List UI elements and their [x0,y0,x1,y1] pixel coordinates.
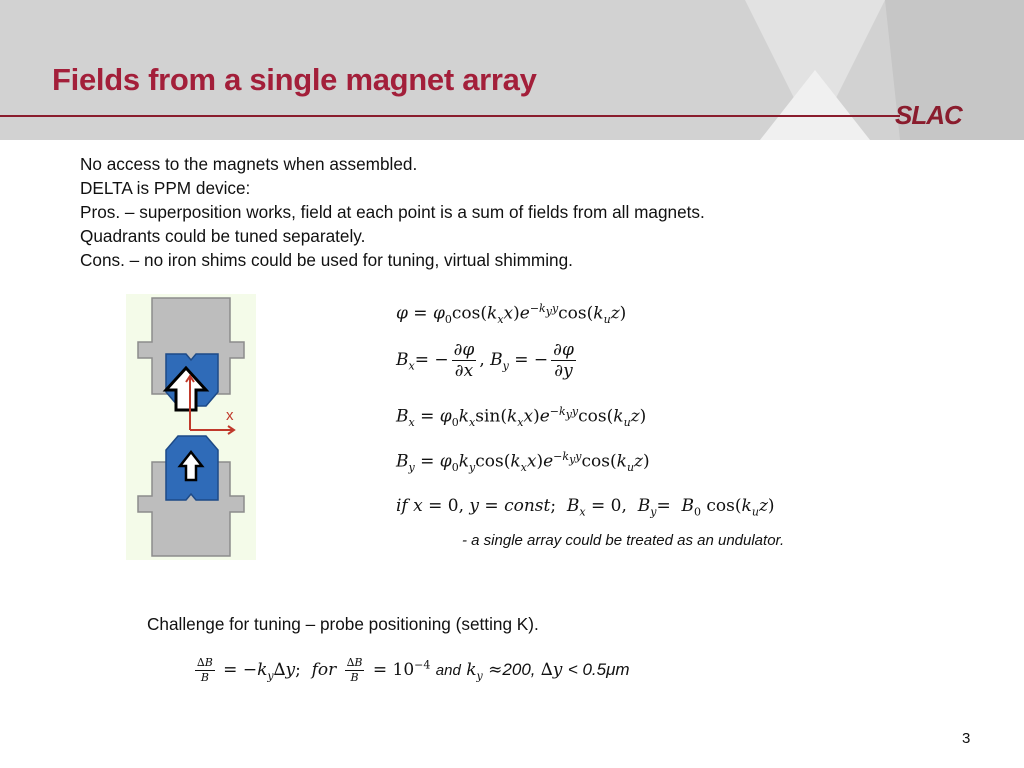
magnet-array-figure [126,294,256,560]
bullet-line: No access to the magnets when assembled. [80,154,418,174]
bullet-line: Pros. – superposition works, field at each point is a sum of fields from all magnets. [80,202,705,222]
page-number: 3 [962,730,971,747]
bullet-list [80,152,705,272]
condition-equation: if x = 0, y = const; $B_x = 0$, $B_y= B_0$ $\cos(k_uz)$ [396,496,775,519]
header-rule [0,115,900,117]
potential-equation: $\varphi = \varphi_0\cos(k_xx)e^{-k_yy}\cos(k_uz)$ [396,302,627,327]
slide-header [0,0,1024,140]
challenge-text: Challenge for tuning – probe positioning (setting K). [147,614,539,634]
bullet-line: Cons. – no iron shims could be used for tuning, virtual shimming. [80,250,573,270]
and-label: and [435,662,461,679]
bullet-line: Quadrants could be tuned separately. [80,226,366,246]
undulator-note: - a single array could be treated as an undulator. [462,532,785,549]
by-equation: $B_y = \varphi_0k_y\cos(k_xx)e^{-k_yy}\cos(k_uz)$ [396,450,650,475]
slide-title: Fields from a single magnet array [52,62,537,97]
bx-equation: $B_x = \varphi_0k_x\sin(k_xx)e^{-k_yy}\cos(k_uz)$ [396,405,647,430]
gradient-equation: $B_x=$ − $\frac{\partial\varphi}{\partial x}$ , $B_y$ = − $\frac{\partial\varphi}{\partial y}$ [396,340,574,381]
bullet-line: DELTA is PPM device: [80,178,251,198]
approx-value: 200, [502,660,536,679]
tuning-equation: $\frac{\Delta B}{B}$ = $-k_y\Delta y$; for $\frac{\Delta B}{B}$ = $10^{-4}$ and $k_y \approx 200$, ∆y < 0.5μm [197,656,630,684]
slac-logo: SLAC [895,100,962,130]
position-limit: < 0.5μm [567,660,630,679]
x-axis-label: x [226,407,234,424]
